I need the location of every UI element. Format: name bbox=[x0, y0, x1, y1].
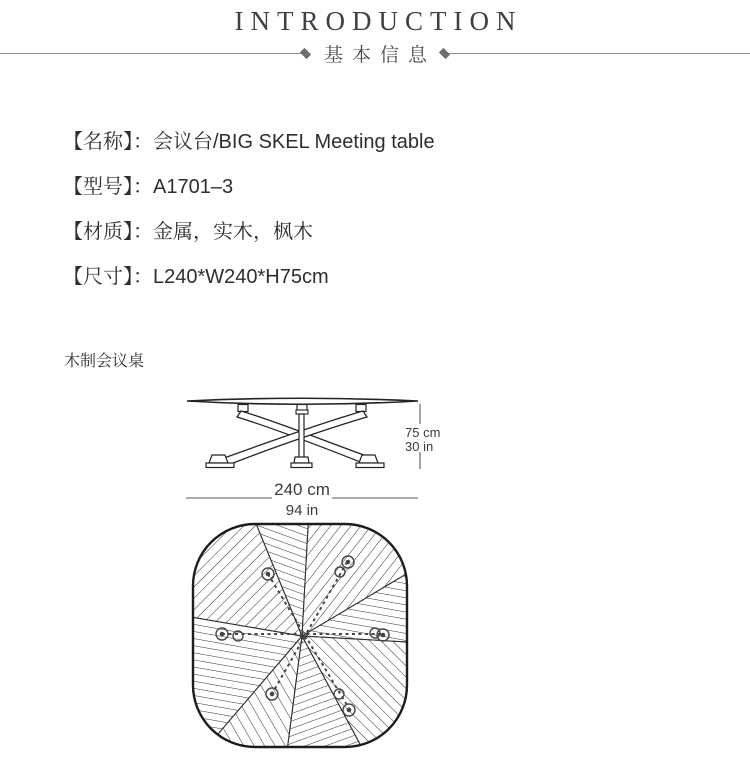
spec-label: 【名称】： bbox=[63, 131, 153, 153]
page-title: INTRODUCTION bbox=[234, 6, 523, 36]
width-cm-label: 240 cm bbox=[274, 480, 330, 499]
spec-value: A1701–3 bbox=[153, 176, 234, 198]
diagram-caption: 木制会议桌 bbox=[64, 353, 145, 370]
spec-label: 【尺寸】： bbox=[63, 266, 153, 288]
spec-label: 【材质】： bbox=[63, 221, 153, 243]
table-side-view bbox=[187, 398, 418, 467]
spec-value: L240*W240*H75cm bbox=[153, 266, 329, 288]
spec-value: 会议台/BIG SKEL Meeting table bbox=[153, 131, 435, 153]
height-in-label: 30 in bbox=[405, 439, 434, 454]
section-subtitle: 基本信息 bbox=[324, 44, 437, 66]
width-in-label: 94 in bbox=[285, 502, 319, 519]
spec-value: 金属，实木，枫木 bbox=[153, 221, 313, 243]
spec-label: 【型号】： bbox=[63, 176, 153, 198]
height-cm-label: 75 cm bbox=[405, 425, 441, 440]
